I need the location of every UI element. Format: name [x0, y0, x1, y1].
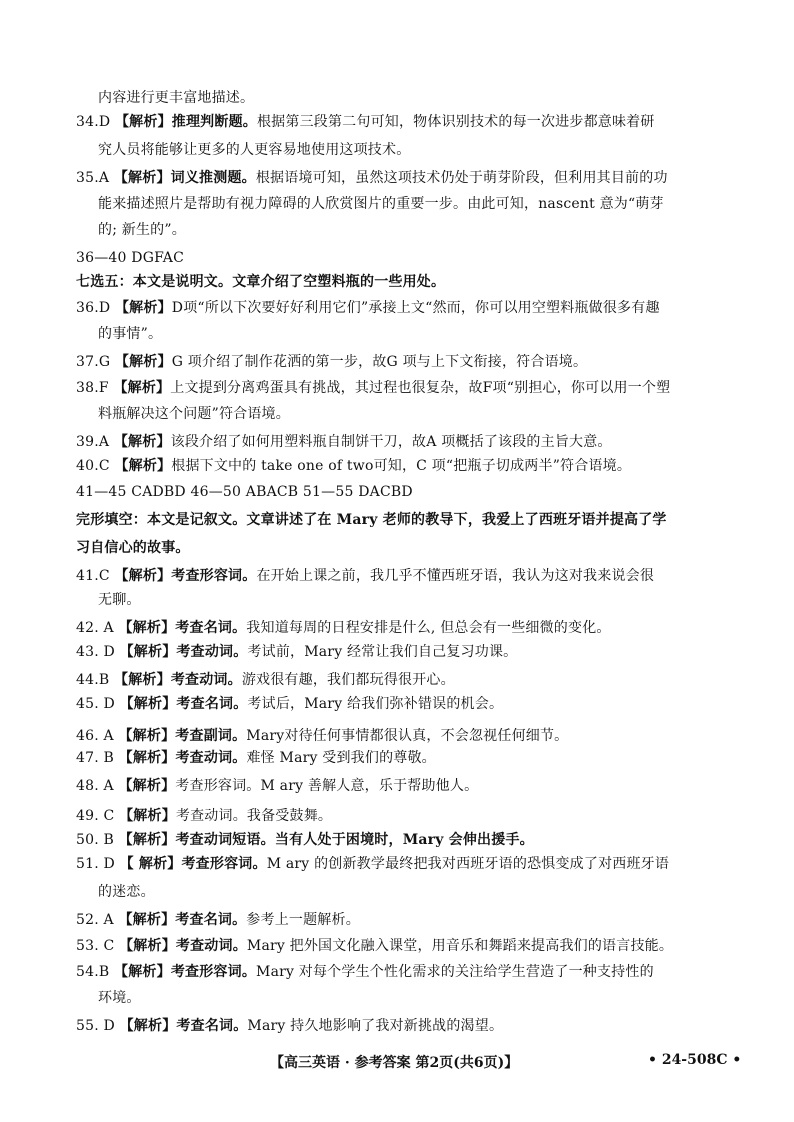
- explanation: 考试前，Mary 经常让我们自己复习功课。: [247, 644, 518, 660]
- question-number: 53. C: [76, 938, 115, 954]
- answer-35: [76, 168, 668, 188]
- explanation: D项“所以下次要好好利用它们”承接上文“然而，你可以用空塑料瓶做很多有趣: [171, 300, 660, 316]
- analysis-tag: 【解析】: [118, 620, 176, 636]
- answer-42: [76, 618, 611, 638]
- answer-38-cont: 料瓶解决这个问题”符合语境。: [98, 406, 290, 422]
- question-number: 39.A: [76, 434, 110, 450]
- question-number: 41.C: [76, 568, 110, 584]
- analysis-tag: 【解析】: [119, 808, 176, 824]
- explanation: Mary 把外国文化融入课堂，用音乐和舞蹈来提高我们的语言技能。: [246, 938, 674, 954]
- answer-34-cont: 究人员将能够让更多的人更容易地使用这项技术。: [98, 142, 411, 158]
- question-type: 考查动词短语。: [175, 832, 275, 848]
- question-number: 54.B: [76, 964, 110, 980]
- section-heading-seven-choose-five: 七选五：本文是说明文。文章介绍了空塑料瓶的一些用处。: [76, 274, 446, 290]
- analysis-tag: 【解析】: [119, 644, 177, 660]
- question-type: 考查形容词。: [171, 568, 257, 584]
- footer-code: • 24-508C •: [648, 1052, 742, 1068]
- explanation: 难怪 Mary 受到我们的尊敬。: [246, 750, 436, 766]
- question-type: 词义推测题。: [170, 170, 256, 186]
- explanation: 游戏很有趣，我们都玩得很开心。: [241, 672, 455, 688]
- section-heading-cloze: 完形填空：本文是记叙文。文章讲述了在 Mary 老师的教导下，我爱上了西班牙语并提高了学: [76, 512, 667, 528]
- answer-51: [76, 854, 669, 874]
- question-type: 考查形容词。: [181, 856, 267, 872]
- analysis-tag: 【解析】: [119, 1018, 177, 1034]
- question-type: 考查名词。: [175, 912, 247, 928]
- question-number: 49. C: [76, 808, 115, 824]
- answers-41-55: 41—45 CADBD 46—50 ABACB 51—55 DACBD: [76, 484, 413, 500]
- analysis-tag: 【 解析】: [119, 856, 182, 872]
- explanation: 根据语境可知，虽然这项技术仍处于萌芽阶段，但利用其目前的功: [255, 170, 668, 186]
- answer-49: [76, 806, 332, 826]
- question-type: 考查形容词。: [170, 964, 257, 980]
- question-number: 35.A: [76, 170, 110, 186]
- answer-44: [76, 670, 455, 690]
- explanation: Mary 对每个学生个性化需求的关注给学生营造了一种支持性的: [256, 964, 654, 980]
- question-type: 考查动词。: [175, 938, 247, 954]
- question-type: 考查动词。: [175, 750, 247, 766]
- explanation: 根据第三段第二句可知，物体识别技术的每一次进步都意味着研: [256, 114, 655, 130]
- explanation: 在开始上课之前，我几乎不懂西班牙语，我认为这对我来说会很: [256, 568, 655, 584]
- answer-35-cont-2: 的; 新生的”。: [98, 222, 186, 238]
- answer-38: [76, 378, 670, 398]
- question-type: 推理判断题。: [171, 114, 257, 130]
- section-heading-cloze-cont: 习自信心的故事。: [76, 540, 190, 556]
- analysis-tag: 【解析】: [119, 938, 176, 954]
- question-type: 考查动词。: [175, 808, 247, 824]
- question-number: 37.G: [76, 354, 111, 370]
- analysis-tag: 【解析】: [113, 170, 171, 186]
- question-number: 40.C: [76, 458, 110, 474]
- question-number: 44.B: [76, 672, 110, 688]
- answer-41: [76, 566, 654, 586]
- analysis-tag: 【解析】: [118, 750, 176, 766]
- answer-37: [76, 352, 587, 372]
- answer-52: [76, 910, 360, 930]
- explanation: M ary 的创新教学最终把我对西班牙语的恐惧变成了对西班牙语: [266, 856, 670, 872]
- question-type: 考查副词。: [175, 728, 247, 744]
- explanation: 参考上一题解析。: [246, 912, 360, 928]
- analysis-tag: 【解析】: [114, 568, 172, 584]
- answer-48: [76, 776, 478, 796]
- analysis-tag: 【解析】: [114, 458, 172, 474]
- answer-51-cont: 的迷恋。: [98, 884, 155, 900]
- explanation: 我备受鼓舞。: [246, 808, 333, 824]
- question-type: 考查形容词。: [175, 778, 261, 794]
- question-number: 36.D: [76, 300, 111, 316]
- question-number: 43. D: [76, 644, 115, 660]
- answer-40: [76, 456, 631, 476]
- question-number: 51. D: [76, 856, 115, 872]
- explanation: G 项介绍了制作花洒的第一步，故G 项与上下文衔接，符合语境。: [171, 354, 588, 370]
- explanation: 考试后，Mary 给我们弥补错误的机会。: [247, 696, 504, 712]
- explanation: 当有人处于困境时，Mary 会伸出援手。: [274, 832, 534, 848]
- question-number: 46. A: [76, 728, 114, 744]
- analysis-tag: 【解析】: [114, 114, 172, 130]
- answer-35-cont-1: 能来描述照片是帮助有视力障碍的人欣赏图片的重要一步。由此可知，nascent 意为“萌芽: [98, 196, 664, 212]
- question-number: 42. A: [76, 620, 114, 636]
- question-number: 55. D: [76, 1018, 115, 1034]
- analysis-tag: 【解析】: [118, 832, 176, 848]
- answer-36-cont: 的事情”。: [98, 326, 163, 342]
- continuation-text: 内容进行更丰富地描述。: [98, 90, 255, 106]
- answer-43: [76, 642, 517, 662]
- footer-page-info: 【高三英语 · 参考答案 第2页(共6页)】: [270, 1055, 519, 1071]
- question-number: 34.D: [76, 114, 111, 130]
- question-number: 45. D: [76, 696, 115, 712]
- analysis-tag: 【解析】: [114, 672, 171, 688]
- answer-55: [76, 1016, 503, 1036]
- analysis-tag: 【解析】: [113, 434, 171, 450]
- analysis-tag: 【解析】: [119, 696, 177, 712]
- question-type: 考查名词。: [175, 620, 247, 636]
- explanation: Mary 持久地影响了我对新挑战的渴望。: [247, 1018, 504, 1034]
- explanation: Mary对待任何事情都很认真，不会忽视任何细节。: [246, 728, 569, 744]
- answer-39: [76, 432, 612, 452]
- question-type: 考查名词。: [176, 1018, 248, 1034]
- answer-50: [76, 830, 534, 850]
- analysis-tag: 【解析】: [118, 912, 176, 928]
- answer-47: [76, 748, 436, 768]
- answer-34: [76, 112, 655, 132]
- question-type: 考查名词。: [176, 696, 248, 712]
- question-number: 48. A: [76, 778, 114, 794]
- analysis-tag: 【解析】: [118, 778, 176, 794]
- explanation: 该段介绍了如何用塑料瓶自制饼干刀，故A 项概括了该段的主旨大意。: [170, 434, 612, 450]
- question-number: 50. B: [76, 832, 115, 848]
- answer-54: [76, 962, 654, 982]
- answers-36-40: 36—40 DGFAC: [76, 250, 185, 266]
- analysis-tag: 【解析】: [114, 354, 172, 370]
- analysis-tag: 【解析】: [113, 380, 171, 396]
- question-type: 考查动词。: [176, 644, 248, 660]
- answer-45: [76, 694, 503, 714]
- explanation: M ary 善解人意，乐于帮助他人。: [260, 778, 479, 794]
- analysis-tag: 【解析】: [114, 300, 172, 316]
- answer-53: [76, 936, 673, 956]
- question-number: 52. A: [76, 912, 114, 928]
- answer-36: [76, 298, 660, 318]
- analysis-tag: 【解析】: [118, 728, 176, 744]
- explanation: 上文提到分离鸡蛋具有挑战，其过程也很复杂，故F项“别担心，你可以用一个塑: [170, 380, 671, 396]
- question-number: 47. B: [76, 750, 115, 766]
- explanation: 根据下文中的 take one of two可知，C 项“把瓶子切成两半”符合语境。: [171, 458, 632, 474]
- answer-46: [76, 726, 568, 746]
- answer-54-cont: 环境。: [98, 990, 141, 1006]
- explanation: 我知道每周的日程安排是什么, 但总会有一些细微的变化。: [246, 620, 611, 636]
- analysis-tag: 【解析】: [114, 964, 171, 980]
- question-type: 考查动词。: [170, 672, 242, 688]
- question-number: 38.F: [76, 380, 109, 396]
- answer-41-cont: 无聊。: [98, 592, 141, 608]
